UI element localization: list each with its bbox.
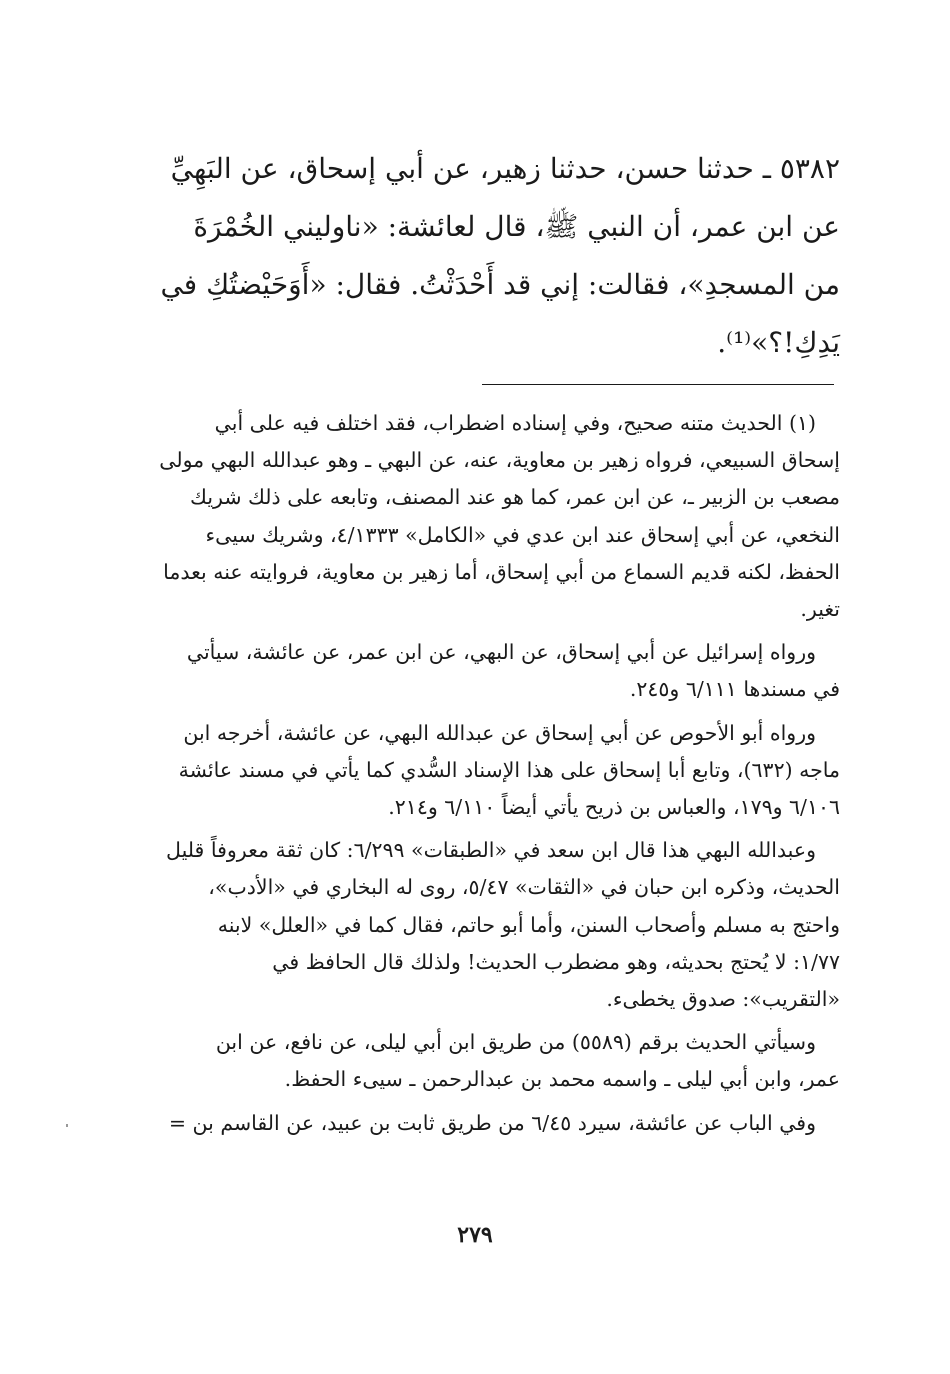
hadith-line: ٥٣٨٢ ـ حدثنا حسن، حدثنا زهير، عن أبي إسحاق، عن البَهِيِّ <box>170 152 840 185</box>
footnote-line: عمر، وابن أبي ليلى ـ واسمه محمد بن عبدالرحمن ـ سيىء الحفظ. <box>284 1067 840 1092</box>
footnote-line: الحفظ، لكنه قديم السماع من أبي إسحاق، أما زهير بن معاوية، فروايته عنه بعدما <box>163 559 840 584</box>
footnote-paragraph <box>140 405 840 628</box>
hadith-text <box>140 140 840 372</box>
footnote-line: وفي الباب عن عائشة، سيرد ٦/٤٥ من طريق ثابت بن عبيد، عن القاسم بن = <box>168 1110 816 1135</box>
footnote-paragraph <box>140 634 840 708</box>
hadith-line: عن ابن عمر، أن النبي ﷺ، قال لعائشة: «ناوليني الخُمْرَةَ <box>193 210 840 243</box>
footnote-paragraph <box>140 1024 840 1098</box>
footnote-line: الحديث، وذكره ابن حبان في «الثقات» ٥/٤٧، روى له البخاري في «الأدب»، <box>208 875 840 900</box>
footnote-line: تغير. <box>800 597 840 622</box>
footnote-line: النخعي، عن أبي إسحاق عند ابن عدي في «الكامل» ٤/١٣٣٣، وشريك سيىء <box>205 522 840 547</box>
page-number: ٢٧٩ <box>457 1222 493 1248</box>
hadith-line: يَدِكِ!؟»⁽¹⁾. <box>717 326 840 359</box>
hadith-line: من المسجدِ»، فقالت: إني قد أَحْدَثْتُ. فقال: «أَوَحَيْضتُكِ في <box>160 268 840 301</box>
footnote-line: وعبدالله البهي هذا قال ابن سعد في «الطبقات» ٦/٢٩٩: كان ثقة معروفاً قليل <box>166 838 816 863</box>
footnote-line: ماجه (٦٣٢)، وتابع أبا إسحاق على هذا الإسناد السُّدي كما يأتي في مسند عائشة <box>178 757 840 782</box>
footnote-line: ورواه إسرائيل عن أبي إسحاق، عن البهي، عن ابن عمر، عن عائشة، سيأتي <box>186 640 816 665</box>
footnote-paragraph <box>140 715 840 827</box>
footnote-line: ورواه أبو الأحوص عن أبي إسحاق عن عبدالله البهي، عن عائشة، أخرجه ابن <box>183 720 816 745</box>
footnote-line: (١) الحديث متنه صحيح، وفي إسناده اضطراب، فقد اختلف فيه على أبي <box>214 411 816 435</box>
footnote-paragraph <box>140 832 840 1018</box>
footnote-line: في مسندها ٦/١١١ و٢٤٥. <box>629 677 840 702</box>
footnote-line: إسحاق السبيعي، فرواه زهير بن معاوية، عنه، عن البهي ـ وهو عبدالله البهي مولى <box>159 448 840 473</box>
footnote-line: ١/٧٧: لا يُحتج بحديثه، وهو مضطرب الحديث! ولذلك قال الحافظ في <box>272 949 840 974</box>
footnote-line: ٦/١٠٦ و١٧٩، والعباس بن ذريح يأتي أيضاً ٦/١١٠ و٢١٤. <box>388 795 840 820</box>
footnote-line: «التقريب»: صدوق يخطىء. <box>606 987 840 1012</box>
footnote-paragraph <box>140 1105 840 1142</box>
footnote-line: وسيأتي الحديث برقم (٥٥٨٩) من طريق ابن أبي ليلى، عن نافع، عن ابن <box>215 1030 816 1055</box>
footnotes <box>140 405 840 1148</box>
footnote-line: واحتج به مسلم وأصحاب السنن، وأما أبو حاتم، فقال كما في «العلل» لابنه <box>217 912 840 937</box>
footnote-line: مصعب بن الزبير ـ، عن ابن عمر، كما هو عند المصنف، وتابعه على ذلك شريك <box>190 485 840 510</box>
footnote-divider <box>482 384 834 385</box>
scan-speck <box>66 1124 68 1127</box>
